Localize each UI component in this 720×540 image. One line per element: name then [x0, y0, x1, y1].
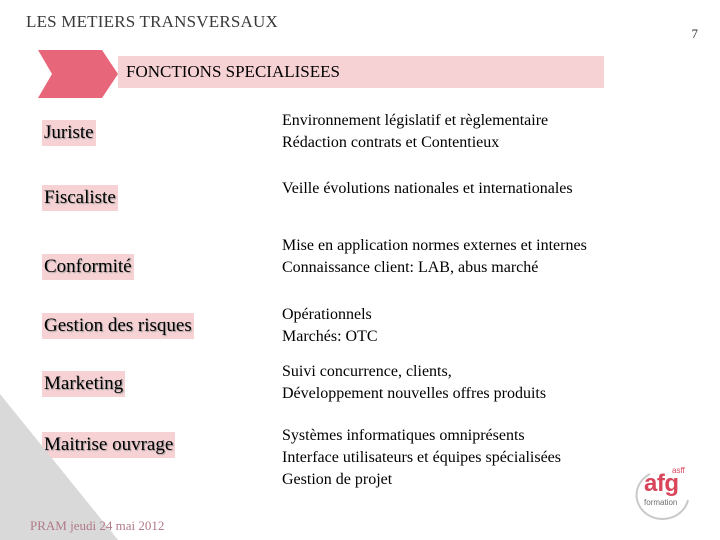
decorative-corner-wedge [0, 380, 120, 540]
role-description-line: Systèmes informatiques omniprésents [282, 427, 525, 444]
logo-asff: asff [672, 466, 685, 475]
role-description-line: Rédaction contrats et Contentieux [282, 134, 500, 151]
role-description-line: Connaissance client: LAB, abus marché [282, 259, 539, 276]
role-description-line: Opérationnels [282, 306, 372, 323]
footer-date: PRAM jeudi 24 mai 2012 [30, 518, 165, 533]
role-description-line: Suivi concurrence, clients, [282, 363, 452, 380]
role-label: Gestion des risques [42, 313, 194, 339]
page-number: 7 [691, 26, 698, 41]
role-description [282, 361, 546, 405]
role-description-line: Développement nouvelles offres produits [282, 385, 547, 402]
role-description [282, 304, 378, 348]
role-description [282, 425, 561, 491]
role-description-line: Marchés: OTC [282, 328, 378, 345]
banner-label: FONCTIONS SPECIALISEES [126, 62, 340, 81]
role-description [282, 235, 587, 279]
slide-title: LES METIERS TRANSVERSAUX [26, 12, 278, 31]
role-label: Juriste [42, 120, 96, 146]
afg-formation-logo [630, 466, 696, 522]
role-label: Marketing [42, 371, 125, 397]
role-description-line: Gestion de projet [282, 471, 393, 488]
role-description-line: Environnement législatif et règlementaire [282, 112, 549, 129]
role-label: Maitrise ouvrage [42, 432, 175, 458]
role-description-line: Mise en application normes externes et internes [282, 237, 587, 254]
role-description-line: Veille évolutions nationales et internationales [282, 180, 573, 197]
role-label: Conformité [42, 254, 134, 280]
logo-formation: formation [644, 498, 678, 507]
logo-afg: afg [644, 470, 679, 497]
role-description [282, 178, 573, 200]
role-description-line: Interface utilisateurs et équipes spécialisées [282, 449, 561, 466]
role-label: Fiscaliste [42, 185, 118, 211]
role-description [282, 110, 548, 154]
